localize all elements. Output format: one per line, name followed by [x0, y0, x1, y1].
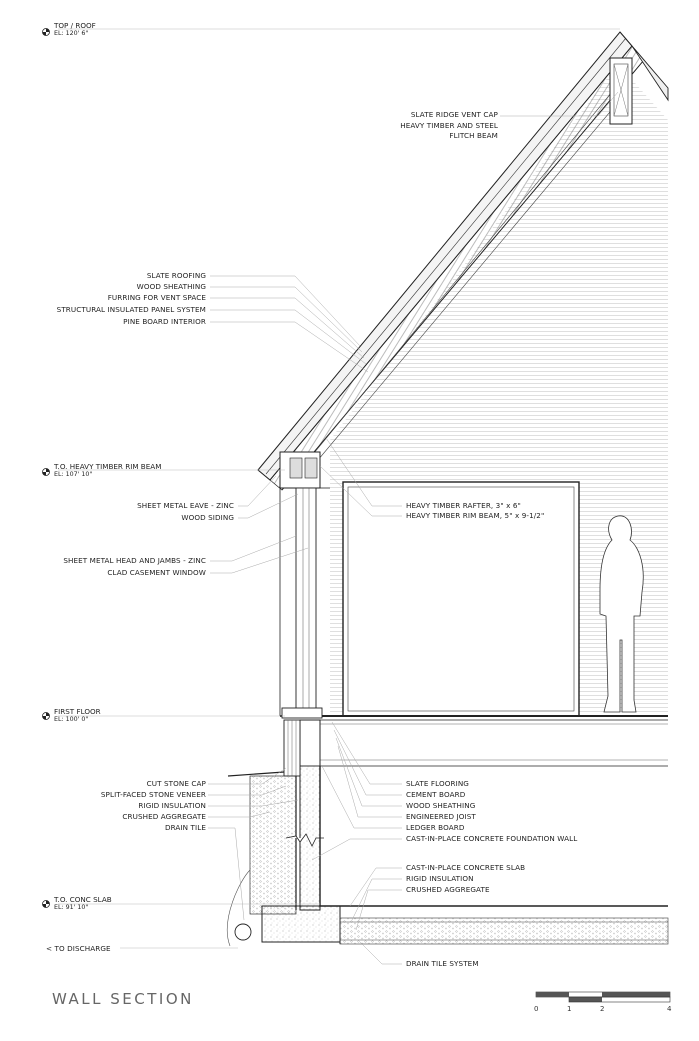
- floor-label: CEMENT BOARD: [406, 790, 466, 799]
- foundation-label: CRUSHED AGGREGATE: [122, 812, 206, 821]
- level-first-floor-elevation: EL: 100' 0": [54, 716, 89, 723]
- ridge-label: HEAVY TIMBER AND STEEL: [400, 121, 498, 130]
- foundation-label: DRAIN TILE: [165, 823, 206, 832]
- rim-beam: [280, 452, 320, 488]
- timber-label: HEAVY TIMBER RAFTER, 3" x 6": [406, 501, 521, 510]
- eave-label: SHEET METAL EAVE - ZINC: [137, 501, 234, 510]
- roof-label: STRUCTURAL INSULATED PANEL SYSTEM: [56, 305, 206, 314]
- ridge-label: SLATE RIDGE VENT CAP: [410, 110, 498, 119]
- level-slab-name: T.O. CONC SLAB: [54, 895, 112, 904]
- level-marker-slab: [43, 901, 50, 908]
- floor-assembly: [280, 708, 668, 766]
- scale-tick-label: 4: [667, 1005, 672, 1013]
- grade-line: [228, 772, 284, 776]
- floor-label: ENGINEERED JOIST: [406, 812, 476, 821]
- exterior-wall: [280, 488, 330, 716]
- foundation-label: SPLIT-FACED STONE VENEER: [100, 790, 206, 799]
- foundation-label: CUT STONE CAP: [146, 779, 206, 788]
- window-label: SHEET METAL HEAD AND JAMBS - ZINC: [63, 556, 206, 565]
- level-rim-beam-name: T.O. HEAVY TIMBER RIM BEAM: [54, 462, 162, 471]
- floor-label: LEDGER BOARD: [406, 823, 465, 832]
- slab-label: CAST-IN-PLACE CONCRETE SLAB: [406, 863, 526, 872]
- graphic-scale-bar: [536, 992, 670, 1002]
- level-rim-beam-elevation: EL: 107' 10": [54, 471, 93, 478]
- window-label: CLAD CASEMENT WINDOW: [107, 568, 206, 577]
- drain-tile-system-label: DRAIN TILE SYSTEM: [406, 959, 479, 968]
- level-roof-name: TOP / ROOF: [54, 21, 96, 30]
- foundation-label: RIGID INSULATION: [138, 801, 206, 810]
- roof-label: SLATE ROOFING: [146, 271, 206, 280]
- ridge-label: FLITCH BEAM: [449, 131, 498, 140]
- roof-label: FURRING FOR VENT SPACE: [107, 293, 206, 302]
- eave-label: WOOD SIDING: [181, 513, 234, 522]
- ridge-vent-cap: [610, 58, 632, 124]
- to-discharge-label: < TO DISCHARGE: [46, 944, 111, 953]
- floor-label: WOOD SHEATHING: [406, 801, 476, 810]
- level-slab-elevation: EL: 91' 10": [54, 904, 89, 911]
- slab-assembly: [320, 906, 668, 944]
- scale-tick-label: 2: [600, 1005, 605, 1013]
- level-marker-first-floor: [43, 713, 50, 720]
- level-first-floor-name: FIRST FLOOR: [54, 707, 101, 716]
- level-marker-roof: [43, 29, 50, 36]
- level-roof-elevation: EL: 120' 6": [54, 30, 89, 37]
- floor-label: SLATE FLOORING: [406, 779, 469, 788]
- scale-tick-label: 1: [567, 1005, 572, 1013]
- level-marker-rim-beam: [43, 469, 50, 476]
- timber-label: HEAVY TIMBER RIM BEAM, 5" x 9-1/2": [406, 511, 545, 520]
- roof-label: PINE BOARD INTERIOR: [123, 317, 206, 326]
- scale-tick-label: 0: [534, 1005, 539, 1013]
- slab-label: RIGID INSULATION: [406, 874, 474, 883]
- floor-label: CAST-IN-PLACE CONCRETE FOUNDATION WALL: [406, 834, 578, 843]
- slab-label: CRUSHED AGGREGATE: [406, 885, 490, 894]
- drawing-title: WALL SECTION: [52, 990, 194, 1008]
- level-markers: [43, 29, 50, 908]
- roof-label: WOOD SHEATHING: [136, 282, 206, 291]
- foundation-wall: [227, 720, 340, 946]
